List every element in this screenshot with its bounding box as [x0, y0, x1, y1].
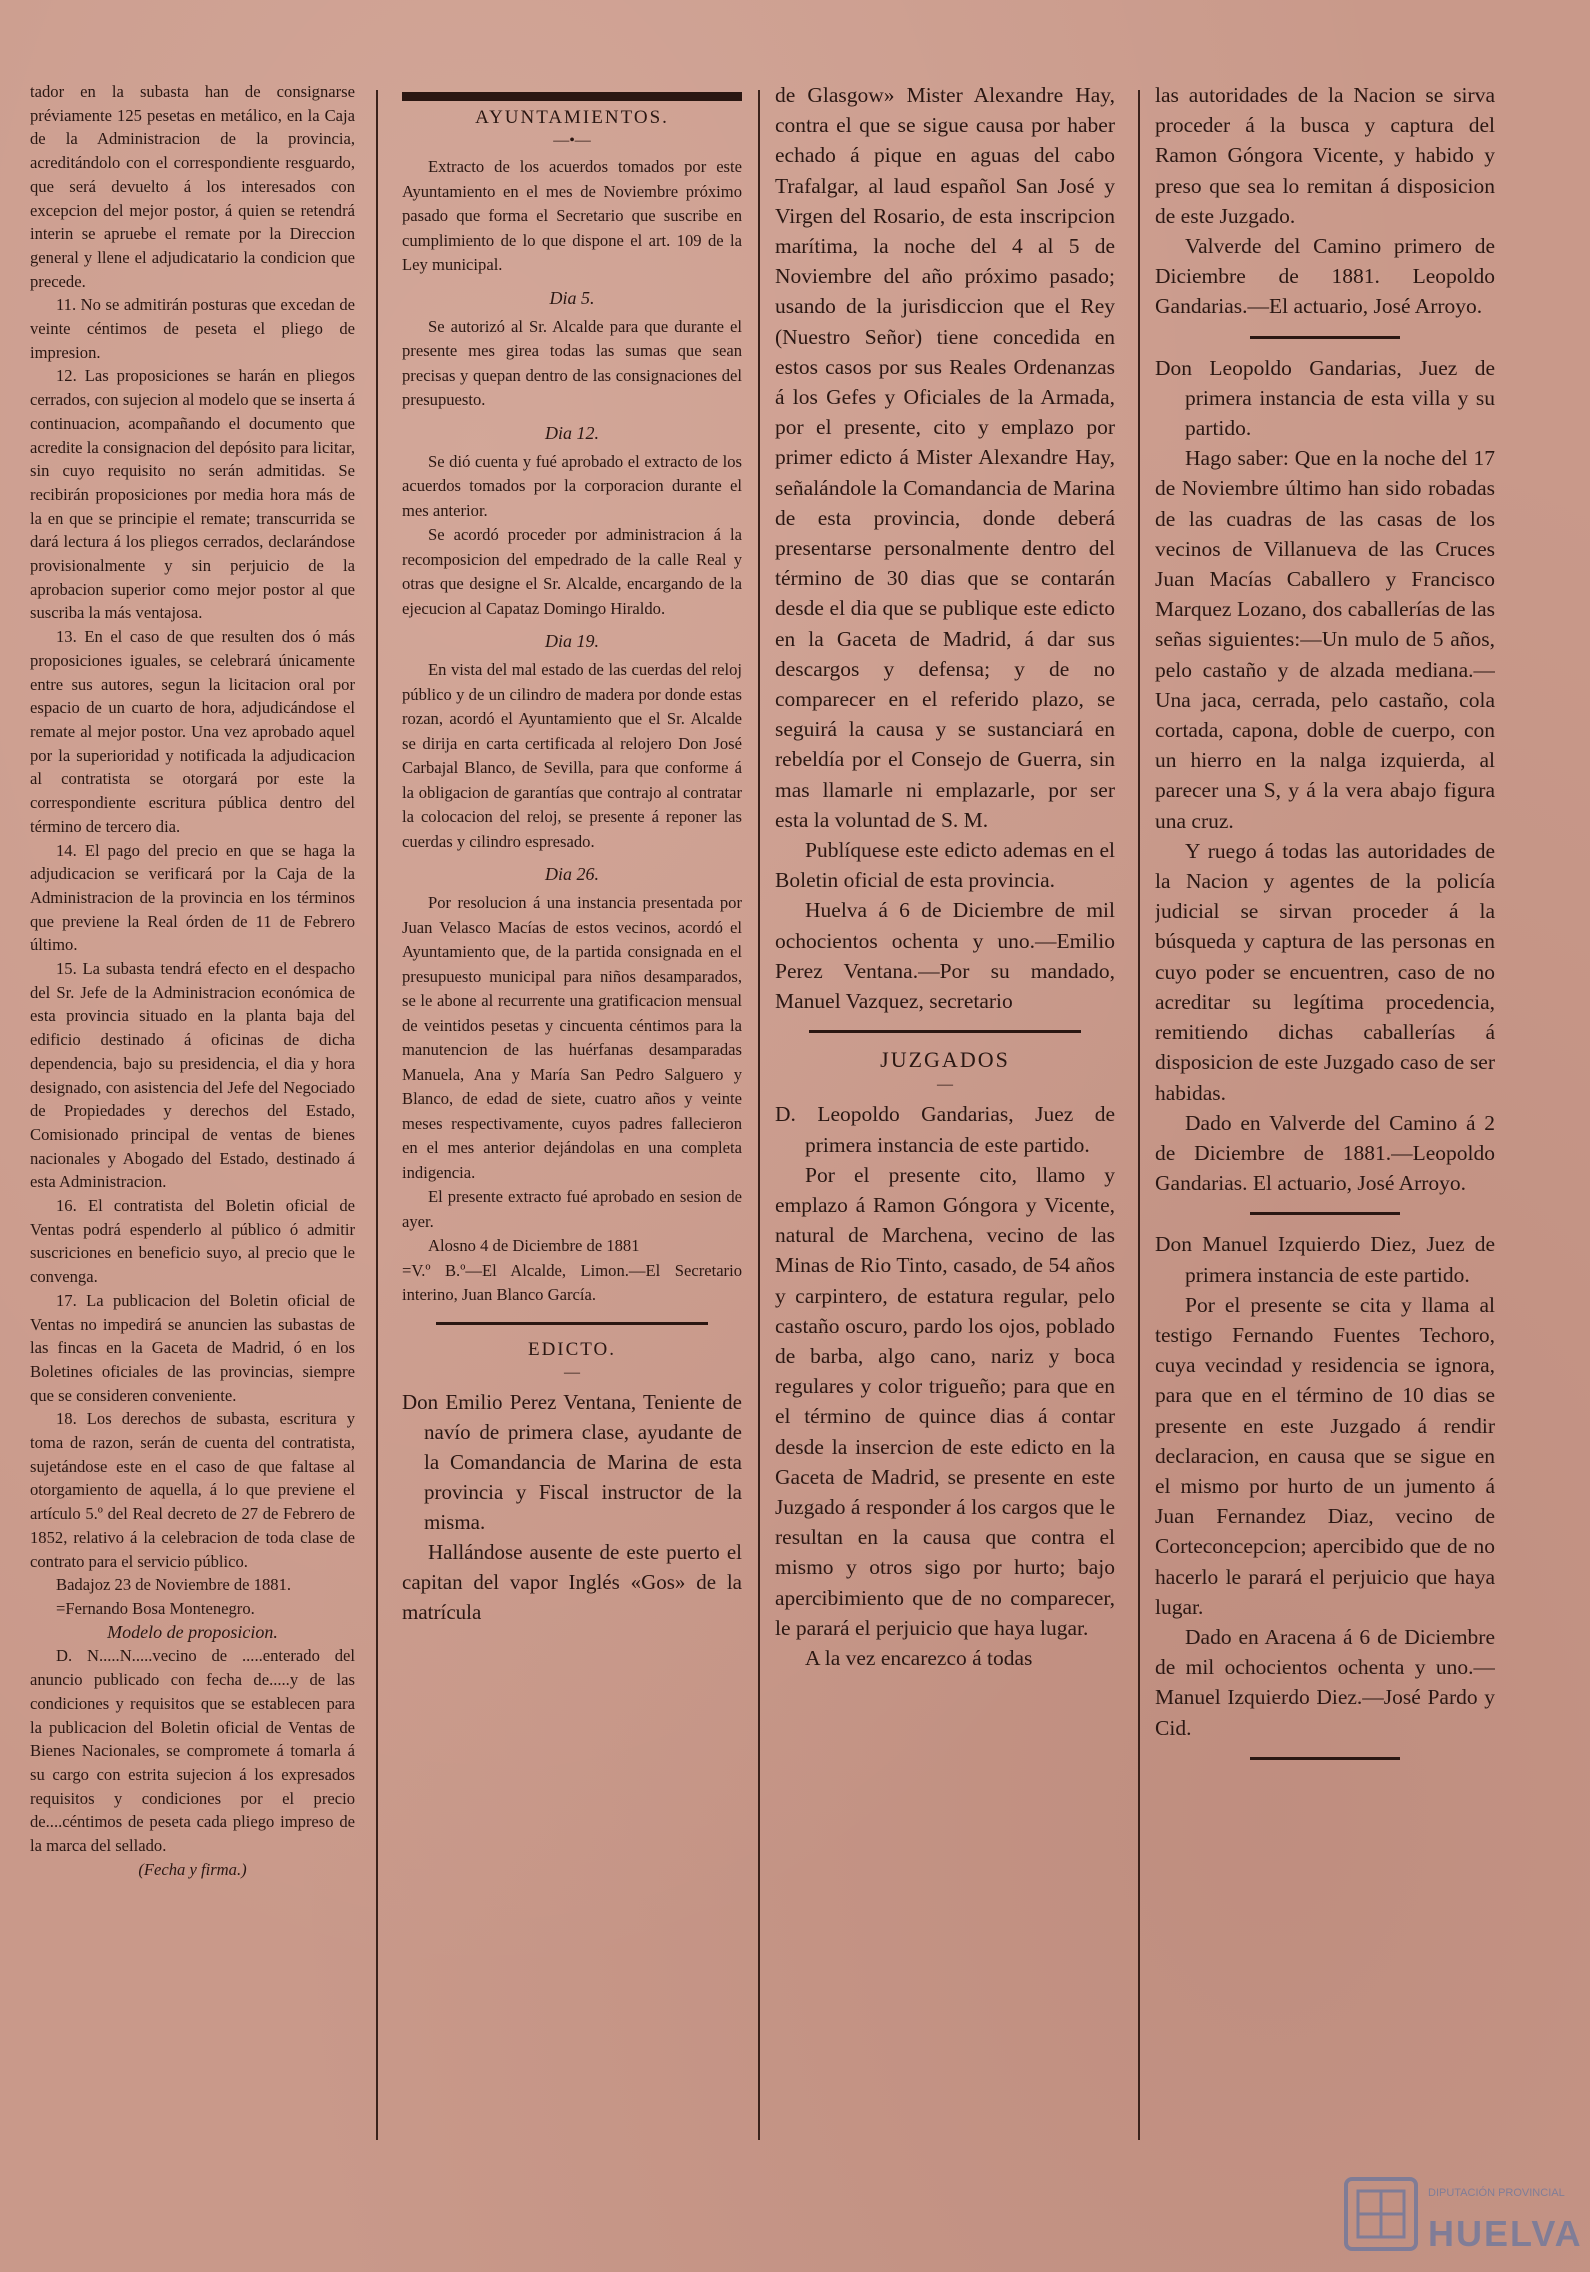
- day-text: En vista del mal estado de las cuerdas del reloj público y de un cilindro de madera por donde estas rozan, acordó el Ayuntamiento que el Sr. Alcalde se dirija en carta certificada al relojero Don José Carbajal Blanco, de Sevilla, para que conforme á la obligacion de garantías que contrajo al contratar la colocacion del reloj, se presente á reponer las cuerdas y cilindro espresado.: [402, 660, 742, 851]
- col1-paragraph: 15. La subasta tendrá efecto en el despacho del Sr. Jefe de la Administracion económica de esta provincia situado en la planta baja del edificio destinado á oficinas de dicha dependencia, bajo su presidencia, el dia y hora designado, con asistencia del Jefe del Negociado de Propiedades y derechos del Estado, Comisionado principal de ventas de bienes nacionales y Abogado del Estado, destinado á esta Administracion.: [30, 959, 355, 1192]
- juzgado-heading: Don Leopoldo Gandarias, Juez de primera instancia de esta villa y su partido.: [1155, 355, 1495, 441]
- day-text: Por resolucion á una instancia presentada por Juan Velasco Macías de estos vecinos, acordó el Ayuntamiento que, de la partida consignada en el presupuesto municipal para niños desamparados, se le abone al recurrente una gratificacion mensual de veintidos pesetas y cincuenta céntimos para la manutencion de las huérfanas desamparadas Manuela, Ana y María San Pedro Salguero y Blanco, de edad de siete, cuatro años y veinte meses respectivamente, cuyos padres fallecieron en el mes anterior dejándolas en una completa indigencia.: [402, 893, 742, 1182]
- juzgado-text: A la vez encarezco á todas: [805, 1645, 1033, 1670]
- day-text: El presente extracto fué aprobado en sesion de ayer.: [402, 1187, 742, 1231]
- dash-divider: —: [564, 1363, 580, 1381]
- edicto-continued: de Glasgow» Mister Alexandre Hay, contra el que se sigue causa por haber echado á pique en aguas del cabo Trafalgar, al laud español San José y Virgen del Rosario, de esta inscripcion marítima, la noche del 4 al 5 de Noviembre del año próximo pasado; usando de la jurisdiccion que el Rey (Nuestro Señor) tiene concedida en estos casos por sus Reales Ordenanzas á los Gefes y Oficiales de la Armada, por el presente, cito y emplazo por primer edicto á Mister Alexandre Hay, señalándole la Comandancia de Marina de esta provincia, donde deberá presentarse personalmente dentro del término de 30 dias que se contarán desde el dia que se publique este edicto en la Gaceta de Madrid, á dar sus descargos y defensa; y de no comparecer en el referido plazo, se seguirá la causa y se sustanciará en rebeldía por el Consejo de Guerra, sin mas llamarle ni emplazarle, por ser esta la voluntad de S. M.: [775, 83, 1115, 832]
- section-divider: [1250, 1757, 1400, 1760]
- section-divider: [809, 1030, 1081, 1033]
- section-title-edicto: EDICTO.: [527, 1338, 617, 1360]
- column-rule-3: [1138, 90, 1140, 2140]
- section-title-juzgados: JUZGADOS: [880, 1047, 1010, 1073]
- col1-paragraph: 18. Los derechos de subasta, escritura y toma de razon, serán de cuenta del contratista, sujetándose este en el caso de que faltase al otorgamiento de aquella, á lo que previene el artículo 5.º del Real decreto de 27 de Febrero de 1852, relativo á la celebracion de toda clase de contrato para el servicio público.: [30, 1409, 355, 1571]
- model-title: Modelo de proposicion.: [107, 1621, 278, 1642]
- model-sign: (Fecha y firma.): [138, 1859, 247, 1879]
- juzgado-text: Por el presente se cita y llama al testigo Fernando Fuentes Techoro, cuya vecindad y residencia se ignora, para que en el término de 10 dias se presente en este Juzgado á rendir declaracion, en causa que se sigue en el mismo por hurto de un jumento á Juan Fernandez Diaz, vecino de Corteconcepcion; apercibido que de no hacerlo le parará el perjuicio que haya lugar.: [1155, 1292, 1495, 1619]
- day-heading: Dia 19.: [545, 631, 599, 651]
- col1-signature-name: =Fernando Bosa Montenegro.: [56, 1599, 255, 1618]
- juzgado-text: Y ruego á todas las autoridades de la Nacion y agentes de la policía judicial se sirvan proceder á la búsqueda y captura de las personas en cuyo poder se encuentren, caso de no acreditar su legítima procedencia, remitiendo dichas caballerías á disposicion de este Juzgado caso de ser habidas.: [1155, 838, 1495, 1105]
- column-1: [30, 80, 355, 1881]
- column-rule-1: [376, 90, 378, 2140]
- model-text: D. N.....N.....vecino de .....enterado del anuncio publicado con fecha de.....y de las condiciones y requisitos que se establecen para la publicacion del Boletin oficial de Ventas de Bienes Nacionales, se compromete á tomarla á su cargo con estrita sujecion á los expresados requisitos y condiciones por el precio de....céntimos de peseta cada pliego impreso de la marca del sellado.: [30, 1646, 355, 1856]
- header-bar: [402, 92, 742, 101]
- column-3: [775, 80, 1115, 1673]
- col1-paragraph: 12. Las proposiciones se harán en pliegos cerrados, con sujecion al modelo que se inserta á continuacion, acompañando el documento que acredite la consignacion del depósito para licitar, sin cuyo requisito no serán admitidas. Se recibirán proposiciones por media hora más de la en que se principie el remate; transcurrida se dará lectura á los pliegos cerrados, declarándose provisionalmente y sin perjuicio de la aprobacion superior como mejor postor al que suscriba la más ventajosa.: [30, 366, 355, 623]
- dash-divider: —: [937, 1076, 953, 1094]
- day-heading: Dia 5.: [549, 287, 595, 308]
- edicto-heading: Don Emilio Perez Ventana, Teniente de navío de primera clase, ayudante de la Comandancia de Marina de esta provincia y Fiscal instructor de la misma.: [402, 1389, 742, 1534]
- section-title-ayuntamientos: AYUNTAMIENTOS.: [475, 107, 669, 128]
- column-2: [402, 80, 742, 1627]
- day-heading: Dia 12.: [545, 422, 599, 443]
- column-rule-2: [758, 90, 760, 2140]
- day-text: Se acordó proceder por administracion á la recomposicion del empedrado de la calle Real y otras que designe el Sr. Alcalde, encargando de la ejecucion al Capataz Domingo Hiraldo.: [402, 525, 742, 618]
- juzgado-text: Por el presente cito, llamo y emplazo á Ramon Góngora y Vicente, natural de Marchena, vecino de las Minas de Rio Tinto, casado, de 54 años y carpintero, de estatura regular, pelo castaño oscuro, pardo los ojos, poblado de barba, algo cano, nariz y boca regulares y color trigueño; para que en el término de quince dias á contar desde la insercion de este edicto en la Gaceta de Madrid, se presente en este Juzgado á responder á los cargos que le resultan en la causa que contra el mismo y otros sigo por hurto; bajo apercibimiento que de no comparecer, le parará el perjuicio que haya lugar.: [775, 1162, 1115, 1640]
- extract-intro: Extracto de los acuerdos tomados por este Ayuntamiento en el mes de Noviembre próximo pasado que forma el Secretario que suscribe en cumplimiento de lo que dispone el art. 109 de la Ley municipal.: [402, 157, 742, 274]
- watermark-big-text: HUELVA: [1428, 2213, 1583, 2254]
- col1-paragraph: tador en la subasta han de consignarse préviamente 125 pesetas en metálico, en la Caja de la Administracion de la provincia, acreditándolo con el correspondiente resguardo, que será devuelto á los interesados con excepcion del mejor postor, á quien se retendrá interin se apruebe el remate por la Direccion general y llene el adjudicatario la condicion que precede.: [30, 82, 355, 291]
- juzgado-signature: Dado en Aracena á 6 de Diciembre de mil ochocientos ochenta y uno.—Manuel Izquierdo Diez.—José Pardo y Cid.: [1155, 1624, 1495, 1740]
- column-4: [1155, 80, 1495, 1774]
- juzgado-heading: Don Manuel Izquierdo Diez, Juez de primera instancia de este partido.: [1155, 1232, 1495, 1287]
- shield-logo-icon: [1342, 2175, 1420, 2253]
- edicto-text: Hallándose ausente de este puerto el capitan del vapor Inglés «Gos» de la matrícula: [402, 1539, 742, 1624]
- juzgado-signature: Dado en Valverde del Camino á 2 de Diciembre de 1881.—Leopoldo Gandarias. El actuario, José Arroyo.: [1155, 1110, 1495, 1196]
- section-divider: [1250, 1212, 1400, 1215]
- dash-divider: —•—: [553, 132, 591, 149]
- closing-signature: =V.º B.º—El Alcalde, Limon.—El Secretario interino, Juan Blanco García.: [402, 1260, 742, 1304]
- day-text: Se autorizó al Sr. Alcalde para que durante el presente mes girea todas las sumas que sean precisas y quepan dentro de las consignaciones del presupuesto.: [402, 316, 742, 409]
- edicto-signature: Huelva á 6 de Diciembre de mil ochocientos ochenta y uno.—Emilio Perez Ventana.—Por su mandado, Manuel Vazquez, secretario: [775, 898, 1115, 1014]
- watermark-small-text: DIPUTACIÓN PROVINCIAL: [1428, 2187, 1565, 2199]
- day-text: Se dió cuenta y fué aprobado el extracto de los acuerdos tomados por la corporacion durante el mes anterior.: [402, 451, 742, 520]
- col1-paragraph: 11. No se admitirán posturas que excedan de veinte céntimos de peseta el pliego de impresion.: [30, 295, 355, 362]
- juzgado-text: Hago saber: Que en la noche del 17 de Noviembre último han sido robadas de las cuadras de las casas de los vecinos de Villanueva de las Cruces Juan Macías Caballero y Francisco Marquez Lozano, dos caballerías de las señas siguientes:—Un mulo de 5 años, pelo castaño y de alzada mediana.—Una jaca, cerrada, pelo castaño, cola cortada, capona, doble de cuerpo, con un hierro en la nalga izquierda, al parecer una S, y á la vera abajo figura una cruz.: [1155, 446, 1495, 833]
- col1-paragraph: 17. La publicacion del Boletin oficial de Ventas no impedirá se anuncien las subastas de las fincas en la Gaceta de Madrid, ó en los Boletines oficiales de las provincias, siempre que se consideren conveniente.: [30, 1290, 355, 1405]
- archive-watermark: [1342, 2175, 1583, 2260]
- col1-paragraph: 14. El pago del precio en que se haga la adjudicacion se verificará por la Caja de la Administracion de la provincia en los términos que previene la Real órden de 11 de Febrero último.: [30, 840, 355, 955]
- col1-paragraph: 16. El contratista del Boletin oficial de Ventas podrá espenderlo al público ó admitir suscriciones en beneficio suyo, al precio que le convenga.: [30, 1196, 355, 1287]
- col1-signature-date: Badajoz 23 de Noviembre de 1881.: [56, 1575, 292, 1595]
- col1-paragraph: 13. En el caso de que resulten dos ó más proposiciones iguales, se celebrará únicamente entre sus autores, segun la licitacion oral por espacio de un cuarto de hora, adjudicándose el remate al mejor postor. Una vez aprobado aquel por la superioridad y notificada la adjudicacion al contratista se otorgará por este la correspondiente escritura pública dentro del término de tercero dia.: [30, 627, 355, 836]
- closing-date: Alosno 4 de Diciembre de 1881: [428, 1236, 640, 1255]
- edicto-publish: Publíquese este edicto ademas en el Boletin oficial de esta provincia.: [775, 838, 1115, 893]
- juzgado-continued: las autoridades de la Nacion se sirva proceder á la busca y captura del Ramon Góngora Vicente, y habido y preso que sea lo remitan á disposicion de este Juzgado.: [1155, 83, 1495, 228]
- day-heading: Dia 26.: [545, 864, 599, 884]
- section-divider: [436, 1322, 708, 1325]
- juzgado-signature: Valverde del Camino primero de Diciembre de 1881. Leopoldo Gandarias.—El actuario, José Arroyo.: [1155, 234, 1495, 319]
- juzgado-heading: D. Leopoldo Gandarias, Juez de primera instancia de este partido.: [775, 1102, 1115, 1157]
- section-divider: [1250, 336, 1400, 339]
